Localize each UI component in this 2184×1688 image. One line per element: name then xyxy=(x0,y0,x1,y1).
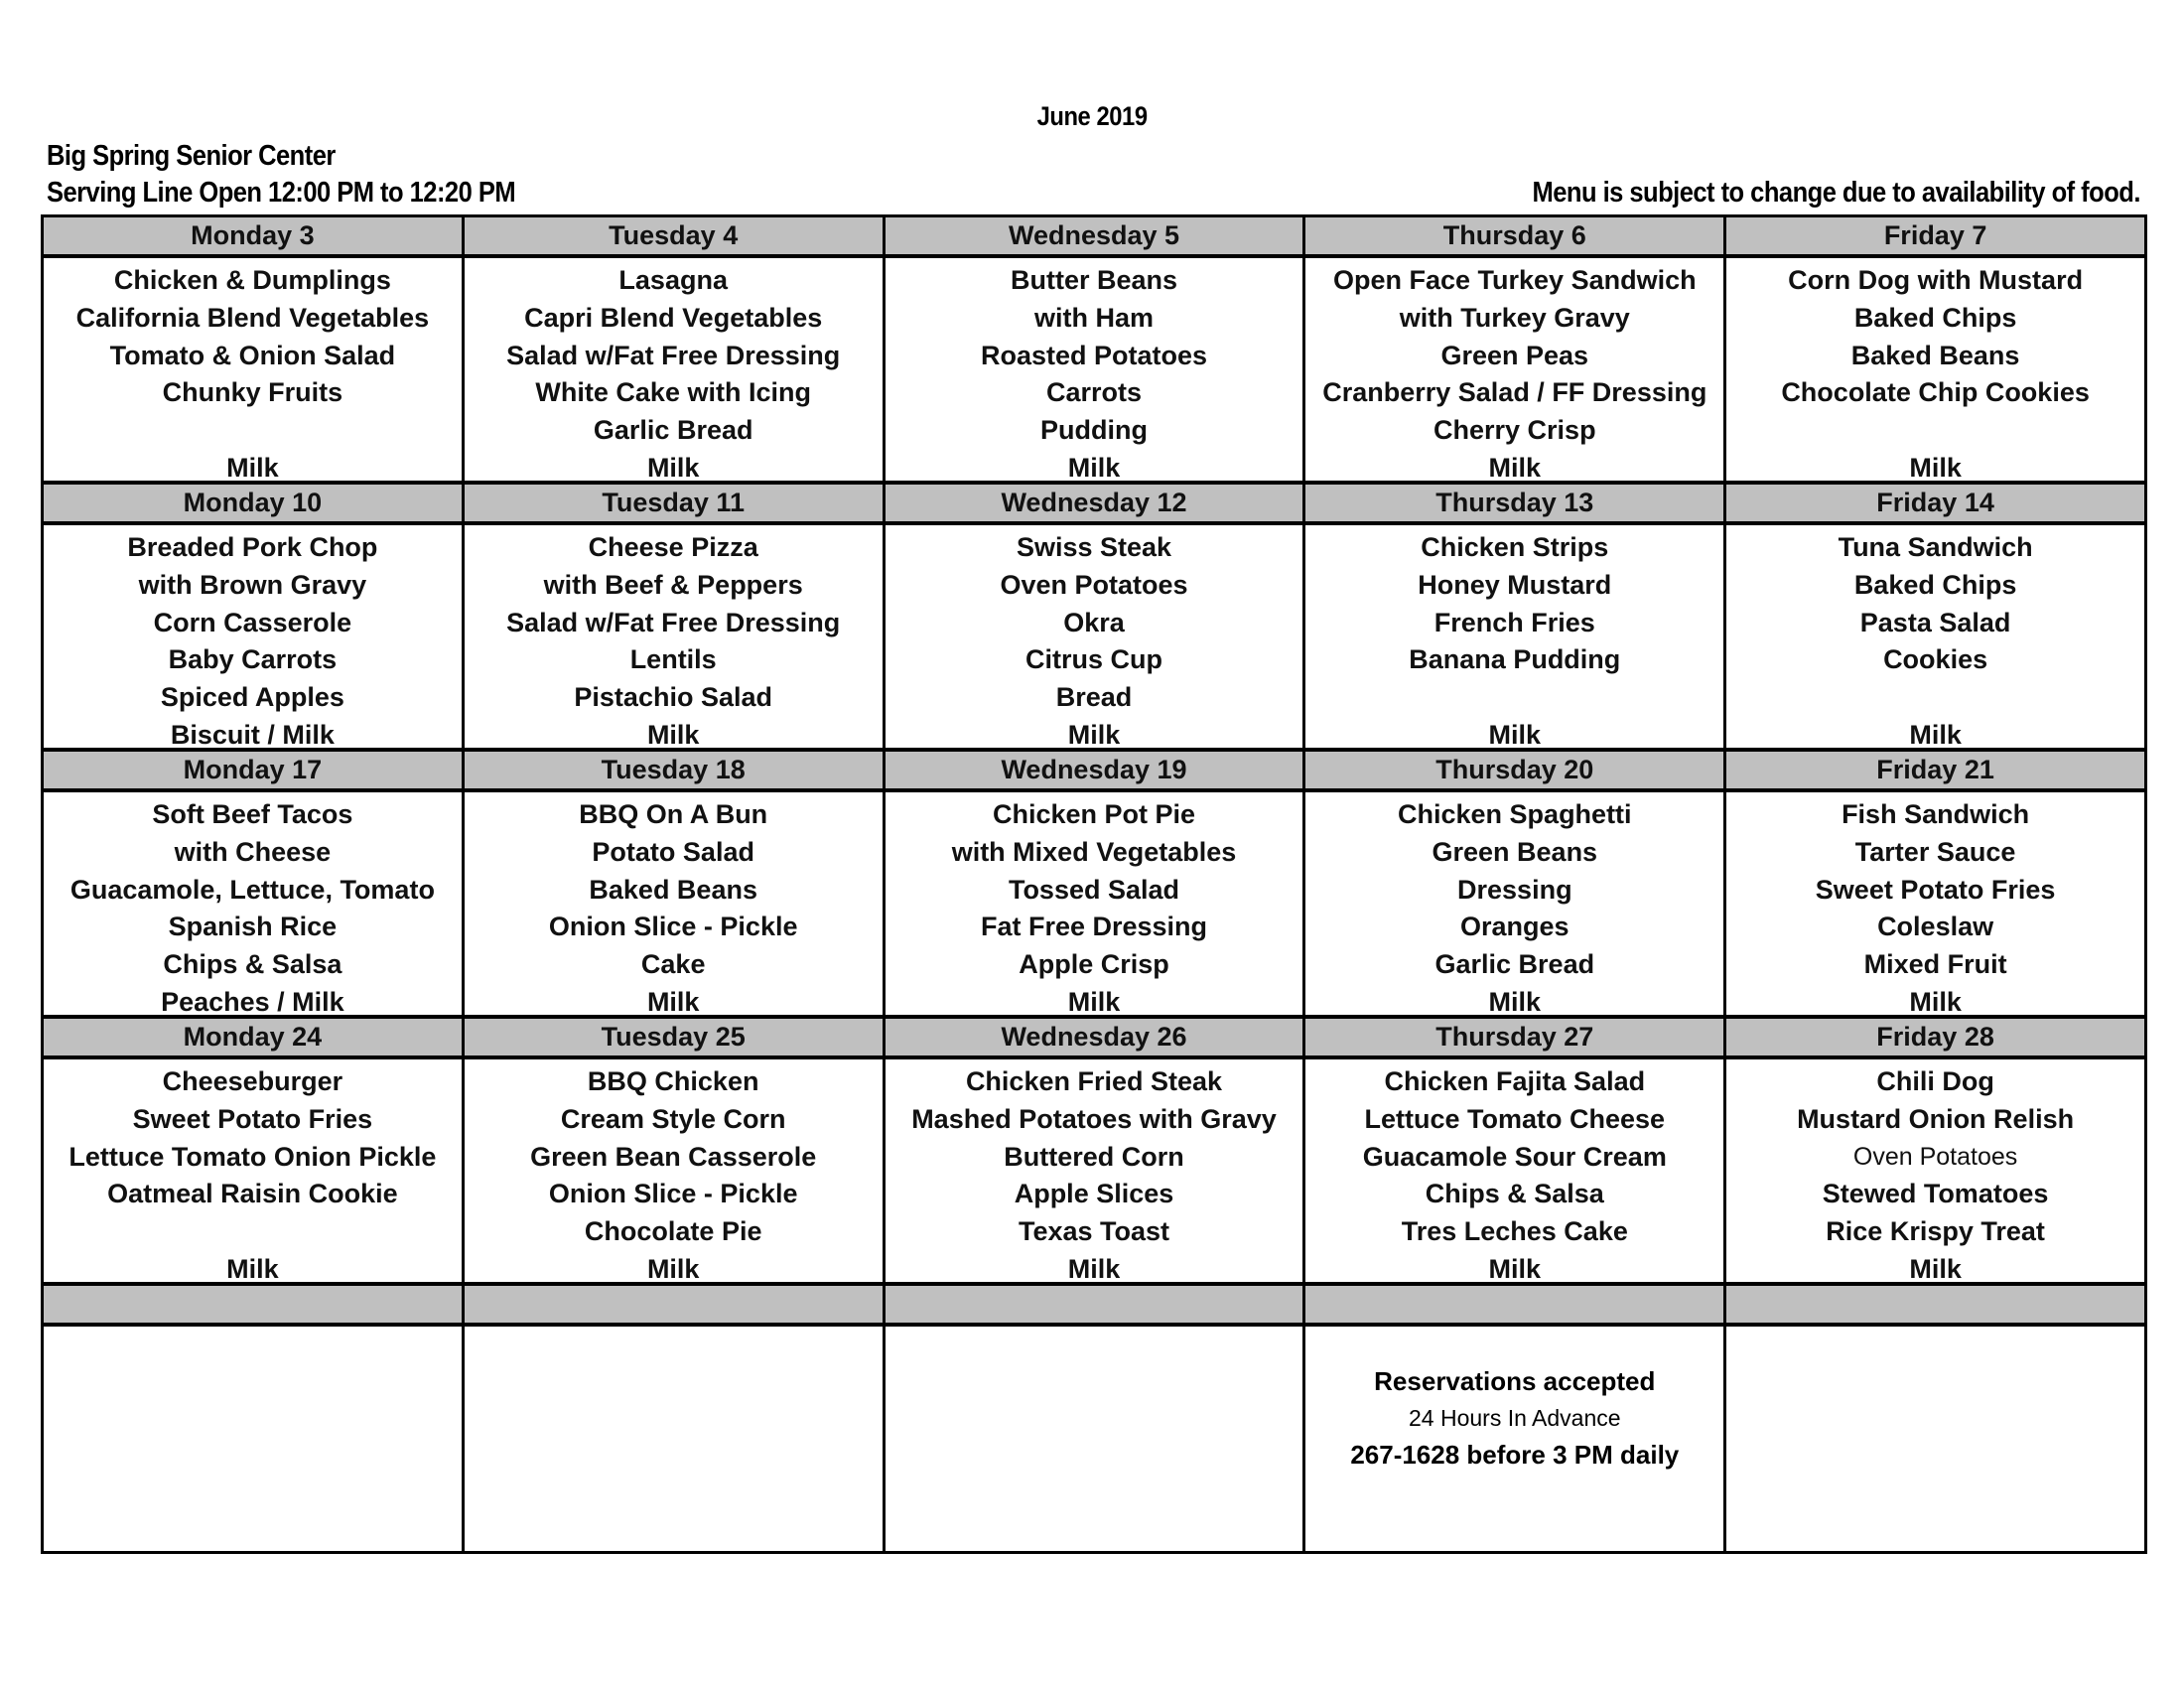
menu-item: Milk xyxy=(1067,1253,1121,1282)
menu-item: Salad w/Fat Free Dressing xyxy=(506,607,841,637)
menu-item: Breaded Pork Chop xyxy=(127,532,378,562)
menu-item: Milk xyxy=(1488,719,1542,748)
menu-item: Milk xyxy=(1067,986,1121,1015)
menu-item xyxy=(1305,679,1723,717)
menu-item: Oranges xyxy=(1460,912,1570,942)
week-4-menu-row xyxy=(44,1059,2144,1286)
menu-item: Chicken Spaghetti xyxy=(1398,799,1632,829)
day-menu-friday xyxy=(1726,258,2144,481)
day-header xyxy=(886,1286,1306,1323)
menu-item: Lentils xyxy=(629,644,717,675)
day-header: Thursday 13 xyxy=(1305,485,1726,521)
menu-item: Chunky Fruits xyxy=(162,377,343,408)
day-menu-friday xyxy=(1726,792,2144,1015)
menu-item: Milk xyxy=(1488,452,1542,481)
week-1 xyxy=(44,217,2144,485)
menu-item: with Mixed Vegetables xyxy=(951,836,1237,867)
menu-item: Citrus Cup xyxy=(1024,644,1162,675)
menu-item: Baked Chips xyxy=(1853,302,2017,333)
menu-item: Corn Dog with Mustard xyxy=(1788,265,2084,295)
day-header: Monday 3 xyxy=(44,217,465,254)
menu-item: Green Bean Casserole xyxy=(530,1141,817,1172)
day-menu-tuesday xyxy=(465,258,886,481)
menu-item: Pistachio Salad xyxy=(574,682,772,713)
week-1-menu-row xyxy=(44,258,2144,485)
menu-item: Pasta Salad xyxy=(1859,607,2011,637)
menu-item: Oven Potatoes xyxy=(1000,569,1188,600)
day-header: Friday 21 xyxy=(1876,755,1994,784)
menu-item: Cream Style Corn xyxy=(560,1103,786,1134)
menu-item: Cookies xyxy=(1883,644,1988,675)
menu-item: Chicken Strips xyxy=(1421,532,1609,562)
menu-item: Lettuce Tomato Onion Pickle xyxy=(68,1141,437,1172)
menu-item: Carrots xyxy=(1045,377,1142,408)
menu-item: California Blend Vegetables xyxy=(75,302,430,333)
menu-item: Green Beans xyxy=(1432,836,1598,867)
day-header: Wednesday 19 xyxy=(886,752,1306,788)
day-header: Thursday 27 xyxy=(1305,1019,1726,1055)
day-header: Friday 28 xyxy=(1876,1022,1994,1052)
week-4 xyxy=(44,1019,2144,1286)
menu-item xyxy=(44,1213,462,1251)
menu-item: Banana Pudding xyxy=(1409,644,1621,675)
menu-item: Soft Beef Tacos xyxy=(152,799,353,829)
menu-item: Chili Dog xyxy=(1876,1066,1994,1096)
day-header: Wednesday 5 xyxy=(886,217,1306,254)
day-menu-tuesday xyxy=(465,525,886,748)
menu-item: Milk xyxy=(646,1253,700,1282)
menu-item: Bread xyxy=(1055,682,1133,713)
week-3-header-row xyxy=(44,752,2144,792)
day-menu-tuesday xyxy=(465,1059,886,1282)
day-header: Thursday 6 xyxy=(1305,217,1726,254)
menu-item: Mashed Potatoes with Gravy xyxy=(911,1103,1277,1134)
day-header xyxy=(44,1286,465,1323)
menu-item: BBQ On A Bun xyxy=(579,799,768,829)
menu-item: Milk xyxy=(1488,986,1542,1015)
menu-item: Milk xyxy=(1909,452,1962,481)
empty-cell xyxy=(1726,1327,2144,1551)
menu-item: Green Peas xyxy=(1440,340,1589,370)
menu-item: Okra xyxy=(1063,607,1125,637)
menu-item: Coleslaw xyxy=(1877,912,1994,942)
menu-item: Cranberry Salad / FF Dressing xyxy=(1322,377,1707,408)
menu-item: Open Face Turkey Sandwich xyxy=(1332,265,1697,295)
menu-item: Rice Krispy Treat xyxy=(1826,1216,2045,1247)
menu-item: Milk xyxy=(1067,452,1121,481)
menu-item: Chicken Fried Steak xyxy=(965,1066,1223,1096)
menu-item: Spiced Apples xyxy=(160,682,344,713)
day-menu-wednesday xyxy=(886,792,1306,1015)
day-menu-thursday xyxy=(1305,258,1726,481)
menu-item xyxy=(1726,412,2144,450)
day-menu-thursday xyxy=(1305,1059,1726,1282)
menu-item: Mixed Fruit xyxy=(1863,949,2007,980)
menu-item: with Brown Gravy xyxy=(138,569,367,600)
menu-item: Chicken Pot Pie xyxy=(992,799,1196,829)
menu-item: Capri Blend Vegetables xyxy=(524,302,823,333)
menu-item: Sweet Potato Fries xyxy=(1815,874,2056,905)
menu-item: Fish Sandwich xyxy=(1842,799,2030,829)
menu-item: Potato Salad xyxy=(592,836,754,867)
menu-item: Apple Crisp xyxy=(1019,949,1169,980)
menu-item: Chips & Salsa xyxy=(1425,1179,1604,1209)
menu-item: Milk xyxy=(1488,1253,1542,1282)
menu-item: Chicken & Dumplings xyxy=(113,265,391,295)
week-2-header-row xyxy=(44,485,2144,525)
week-1-header-row xyxy=(44,217,2144,258)
menu-item: Baked Beans xyxy=(1850,340,2020,370)
day-header: Tuesday 18 xyxy=(465,752,886,788)
day-menu-monday xyxy=(44,792,465,1015)
week-5 xyxy=(44,1286,2144,1551)
menu-item: Milk xyxy=(646,452,700,481)
menu-item: Milk xyxy=(1909,1253,1962,1282)
menu-item: Baby Carrots xyxy=(168,644,338,675)
week-3-menu-row xyxy=(44,792,2144,1019)
menu-calendar xyxy=(41,214,2147,1554)
menu-item: Dressing xyxy=(1457,874,1572,905)
menu-item: Pudding xyxy=(1040,415,1148,446)
day-header: Wednesday 26 xyxy=(886,1019,1306,1055)
menu-item: Cheese Pizza xyxy=(588,532,758,562)
day-menu-wednesday xyxy=(886,1059,1306,1282)
week-5-menu-row xyxy=(44,1327,2144,1551)
menu-item: Fat Free Dressing xyxy=(980,912,1208,942)
day-header: Monday 10 xyxy=(44,485,465,521)
week-4-header-row xyxy=(44,1019,2144,1059)
day-header: Tuesday 4 xyxy=(465,217,886,254)
day-header: Monday 17 xyxy=(44,752,465,788)
menu-item: Garlic Bread xyxy=(1434,949,1595,980)
menu-item: Milk xyxy=(1067,719,1121,748)
menu-item: Tossed Salad xyxy=(1008,874,1180,905)
week-2-menu-row xyxy=(44,525,2144,752)
menu-item: Spanish Rice xyxy=(168,912,338,942)
reservation-notice xyxy=(1305,1327,1726,1551)
menu-item: Chocolate Pie xyxy=(584,1216,762,1247)
empty-cell xyxy=(465,1327,886,1551)
menu-item: Baked Chips xyxy=(1853,569,2017,600)
menu-item xyxy=(44,412,462,450)
menu-item: Mustard Onion Relish xyxy=(1797,1103,2075,1134)
menu-item: Peaches / Milk xyxy=(161,986,344,1015)
week-3 xyxy=(44,752,2144,1019)
menu-item: with Beef & Peppers xyxy=(543,569,803,600)
menu-item: Apple Slices xyxy=(1014,1179,1174,1209)
reservation-title: Reservations accepted xyxy=(1374,1366,1656,1396)
menu-item: French Fries xyxy=(1433,607,1595,637)
menu-item: Buttered Corn xyxy=(1004,1141,1184,1172)
reservation-subtitle: 24 Hours In Advance xyxy=(1409,1405,1621,1431)
menu-item: Tres Leches Cake xyxy=(1401,1216,1628,1247)
day-menu-thursday xyxy=(1305,525,1726,748)
menu-item: Tomato & Onion Salad xyxy=(109,340,396,370)
menu-item: Cake xyxy=(640,949,706,980)
day-menu-monday xyxy=(44,258,465,481)
menu-item: with Ham xyxy=(1033,302,1154,333)
menu-item: Baked Beans xyxy=(589,874,757,905)
serving-hours: Serving Line Open 12:00 PM to 12:20 PM xyxy=(47,177,516,209)
menu-item: Salad w/Fat Free Dressing xyxy=(506,340,841,370)
menu-item: Chips & Salsa xyxy=(163,949,342,980)
menu-item: Milk xyxy=(1909,719,1962,748)
organization-name: Big Spring Senior Center xyxy=(47,140,336,172)
menu-item: Cherry Crisp xyxy=(1433,415,1596,446)
day-menu-monday xyxy=(44,525,465,748)
menu-item: BBQ Chicken xyxy=(587,1066,759,1096)
menu-item: Cheeseburger xyxy=(162,1066,343,1096)
day-header xyxy=(465,1286,886,1323)
menu-item: Oatmeal Raisin Cookie xyxy=(107,1179,398,1209)
empty-cell xyxy=(886,1327,1306,1551)
menu-item: Oven Potatoes xyxy=(1852,1142,2018,1171)
day-header: Tuesday 11 xyxy=(465,485,886,521)
menu-item: Stewed Tomatoes xyxy=(1822,1179,2049,1209)
day-menu-wednesday xyxy=(886,258,1306,481)
menu-item: Milk xyxy=(226,452,279,481)
day-header: Friday 14 xyxy=(1876,488,1994,517)
day-header: Tuesday 25 xyxy=(465,1019,886,1055)
menu-item: Honey Mustard xyxy=(1418,569,1612,600)
week-2 xyxy=(44,485,2144,752)
menu-item: Chicken Fajita Salad xyxy=(1384,1066,1646,1096)
menu-item: White Cake with Icing xyxy=(535,377,811,408)
menu-item: Milk xyxy=(646,719,700,748)
day-header xyxy=(1305,1286,1726,1323)
menu-item: Milk xyxy=(1909,986,1962,1015)
menu-item: Onion Slice - Pickle xyxy=(548,912,798,942)
menu-item: Butter Beans xyxy=(1010,265,1178,295)
day-header: Monday 24 xyxy=(44,1019,465,1055)
menu-item: Tarter Sauce xyxy=(1854,836,2016,867)
day-menu-friday xyxy=(1726,1059,2144,1282)
reservation-phone: 267-1628 before 3 PM daily xyxy=(1350,1440,1680,1470)
day-menu-wednesday xyxy=(886,525,1306,748)
month-title: June 2019 xyxy=(1036,101,1148,131)
day-header: Friday 7 xyxy=(1883,220,1987,250)
day-header xyxy=(1726,1286,2144,1323)
menu-item: Chocolate Chip Cookies xyxy=(1781,377,2090,408)
week-5-header-row xyxy=(44,1286,2144,1327)
menu-item: Guacamole, Lettuce, Tomato xyxy=(69,874,435,905)
menu-item: Roasted Potatoes xyxy=(980,340,1208,370)
day-header: Thursday 20 xyxy=(1305,752,1726,788)
menu-item: Sweet Potato Fries xyxy=(132,1103,373,1134)
menu-item: Guacamole Sour Cream xyxy=(1362,1141,1667,1172)
menu-item: Milk xyxy=(646,986,700,1015)
menu-item: Lasagna xyxy=(618,265,728,295)
menu-item: Texas Toast xyxy=(1018,1216,1170,1247)
menu-item: Milk xyxy=(226,1253,279,1282)
day-menu-tuesday xyxy=(465,792,886,1015)
menu-item: Lettuce Tomato Cheese xyxy=(1364,1103,1666,1134)
menu-item: with Cheese xyxy=(174,836,332,867)
day-menu-friday xyxy=(1726,525,2144,748)
day-header: Wednesday 12 xyxy=(886,485,1306,521)
menu-item: Swiss Steak xyxy=(1016,532,1172,562)
day-menu-thursday xyxy=(1305,792,1726,1015)
menu-item: Garlic Bread xyxy=(593,415,753,446)
menu-disclaimer: Menu is subject to change due to availability of food. xyxy=(1532,177,2140,209)
menu-item: Tuna Sandwich xyxy=(1838,532,2033,562)
menu-item xyxy=(1726,679,2144,717)
empty-cell xyxy=(44,1327,465,1551)
day-menu-monday xyxy=(44,1059,465,1282)
menu-item: Onion Slice - Pickle xyxy=(548,1179,798,1209)
menu-item: Biscuit / Milk xyxy=(170,719,335,748)
menu-item: with Turkey Gravy xyxy=(1399,302,1630,333)
menu-item: Corn Casserole xyxy=(153,607,352,637)
